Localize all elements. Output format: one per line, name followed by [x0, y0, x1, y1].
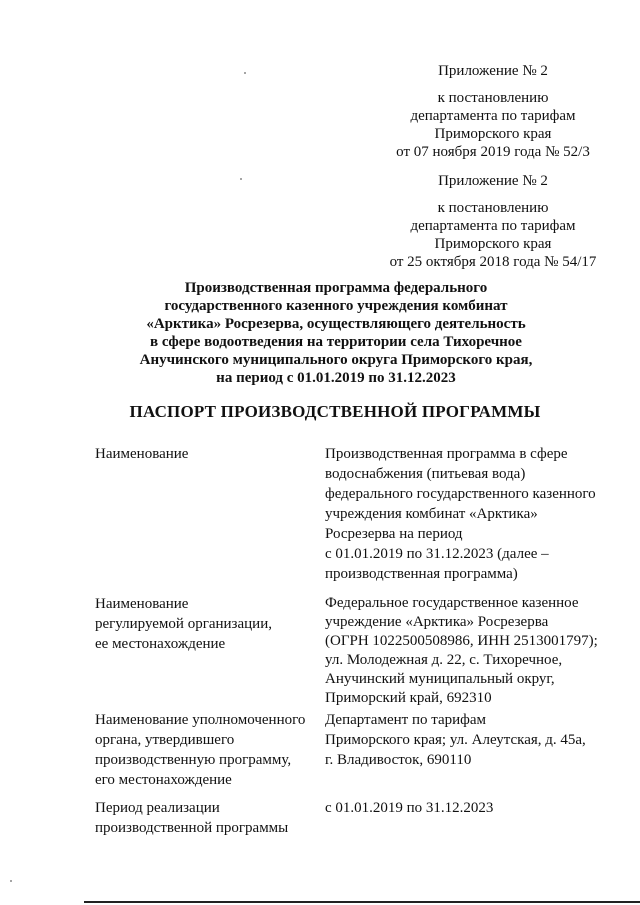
- annex-line: от 25 октября 2018 года № 54/17: [389, 254, 597, 270]
- heading-line: «Арктика» Росрезерва, осуществляющего деятельность: [146, 316, 526, 332]
- label-line: Наименование уполномоченного: [95, 712, 306, 728]
- heading-line: Анучинского муниципального округа Приморского края,: [139, 352, 533, 368]
- annex-line: Приморского края: [434, 236, 552, 252]
- value-line: федерального государственного казенного: [325, 486, 596, 502]
- label-line: Наименование: [95, 446, 189, 462]
- row-value: [325, 798, 615, 818]
- annex-block-original: [370, 172, 616, 271]
- row-label: [95, 444, 315, 464]
- annex-title: Приложение № 2: [438, 173, 548, 189]
- value-line: (ОГРН 1022500508986, ИНН 2513001797);: [325, 633, 598, 649]
- value-line: Федеральное государственное казенное: [325, 595, 579, 611]
- value-line: Департамент по тарифам: [325, 712, 487, 728]
- heading-line: в сфере водоотведения на территории села Тихоречное: [150, 334, 522, 350]
- label-line: производственной программы: [95, 820, 289, 836]
- value-line: Приморского края; ул. Алеутская, д. 45а,: [325, 732, 586, 748]
- value-line: ул. Молодежная д. 22, с. Тихоречное,: [325, 652, 563, 668]
- annex-line: Приморского края: [434, 126, 552, 142]
- annex-line: департамента по тарифам: [410, 108, 576, 124]
- value-line: г. Владивосток, 690110: [325, 752, 472, 768]
- scan-speck: [10, 880, 12, 882]
- value-line: Производственная программа в сфере: [325, 446, 568, 462]
- label-line: регулируемой организации,: [95, 616, 272, 632]
- label-line: Наименование: [95, 596, 189, 612]
- value-line: с 01.01.2019 по 31.12.2023: [325, 800, 494, 816]
- value-line: с 01.01.2019 по 31.12.2023 (далее –: [325, 546, 549, 562]
- value-line: производственная программа): [325, 566, 518, 582]
- heading-line: на период с 01.01.2019 по 31.12.2023: [216, 370, 456, 386]
- value-line: Росрезерва на период: [325, 526, 463, 542]
- row-label: [95, 710, 315, 790]
- heading-line: Производственная программа федерального: [184, 280, 488, 296]
- label-line: органа, утвердившего: [95, 732, 235, 748]
- scan-speck: [244, 72, 246, 74]
- passport-title: ПАСПОРТ ПРОИЗВОДСТВЕННОЙ ПРОГРАММЫ: [129, 402, 541, 421]
- label-line: ее местонахождение: [95, 636, 226, 652]
- row-label: [95, 594, 315, 654]
- heading-line: государственного казенного учреждения комбинат: [164, 298, 508, 314]
- value-line: учреждение «Арктика» Росрезерва: [325, 614, 549, 630]
- page-bottom-border: [84, 901, 640, 903]
- value-line: Анучинский муниципальный округ,: [325, 671, 555, 687]
- annex-title: Приложение № 2: [438, 63, 548, 79]
- value-line: Приморский край, 692310: [325, 690, 492, 706]
- scan-speck: [240, 178, 242, 180]
- label-line: его местонахождение: [95, 772, 232, 788]
- annex-line: департамента по тарифам: [410, 218, 576, 234]
- label-line: Период реализации: [95, 800, 220, 816]
- program-heading: [96, 279, 576, 387]
- row-value: [325, 710, 615, 770]
- label-line: производственную программу,: [95, 752, 292, 768]
- row-label: [95, 798, 315, 838]
- value-line: учреждения комбинат «Арктика»: [325, 506, 538, 522]
- value-line: водоснабжения (питьевая вода): [325, 466, 526, 482]
- annex-line: от 07 ноября 2019 года № 52/3: [396, 144, 590, 160]
- annex-line: к постановлению: [437, 200, 549, 216]
- row-value: [325, 444, 615, 584]
- row-value: [325, 594, 615, 708]
- annex-block-current: [378, 62, 608, 161]
- annex-line: к постановлению: [437, 90, 549, 106]
